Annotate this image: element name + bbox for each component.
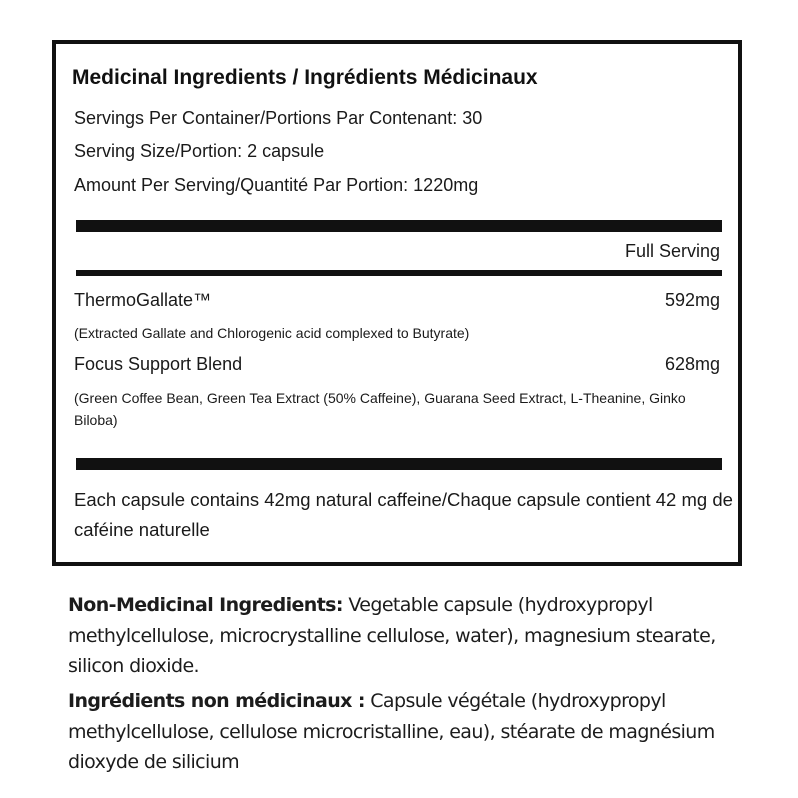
caffeine-note: Each capsule contains 42mg natural caffeine/Chaque capsule contient 42 mg de caféine naturelle — [74, 489, 733, 540]
thick-divider — [76, 220, 722, 232]
non-medicinal-text-en: Vegetable capsule (hydroxypropyl methylcellulose, microcrystalline cellulose, water), magnesium stearate, silicon dioxide. — [68, 594, 716, 677]
non-medicinal-ingredients-en — [68, 590, 748, 682]
ingredient-name: ThermoGallate™ — [74, 290, 212, 310]
panel-title: Medicinal Ingredients / Ingrédients Médicinaux — [72, 66, 538, 89]
amount-per-serving: Amount Per Serving/Quantité Par Portion: 1220mg — [74, 175, 479, 195]
ingredient-description: (Extracted Gallate and Chlorogenic acid complexed to Butyrate) — [74, 325, 470, 341]
ingredient-amount: 592mg — [664, 290, 720, 310]
non-medicinal-ingredients-fr — [68, 686, 748, 778]
medicinal-ingredients-panel — [52, 40, 742, 566]
servings-per-container: Servings Per Container/Portions Par Contenant: 30 — [74, 108, 483, 128]
ingredient-name: Focus Support Blend — [74, 354, 243, 374]
serving-size: Serving Size/Portion: 2 capsule — [74, 141, 325, 161]
ingredient-amount: 628mg — [664, 354, 720, 374]
non-medicinal-label-fr: Ingrédients non médicinaux : — [68, 690, 365, 712]
non-medicinal-label-en: Non-Medicinal Ingredients: — [68, 594, 343, 616]
non-medicinal-text-fr: Capsule végétale (hydroxypropyl methylcellulose, cellulose microcristalline, eau), stéarate de magnésium dioxyde de silicium — [68, 690, 715, 773]
ingredient-description: (Green Coffee Bean, Green Tea Extract (50% Caffeine), Guarana Seed Extract, L-Theanine, Ginko Biloba) — [74, 390, 686, 428]
header-divider — [76, 270, 722, 276]
thick-divider — [76, 458, 722, 470]
column-header: Full Serving — [624, 241, 720, 261]
